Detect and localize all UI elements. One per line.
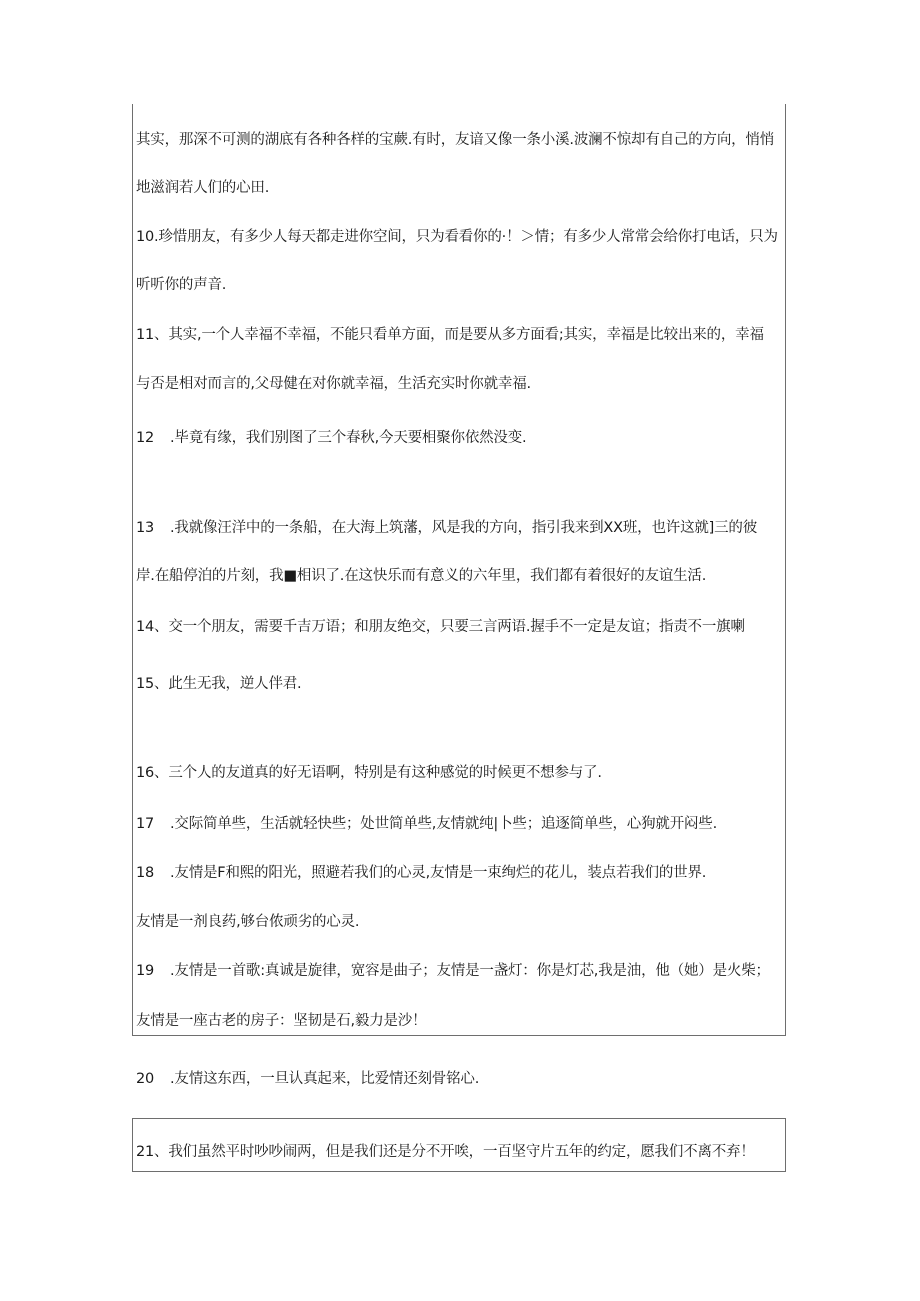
text-line: 14、交一个朋友，需要千吉万语；和朋友绝交，只要三言两语.握手不一定是友谊；指责不一旗喇 xyxy=(136,619,745,635)
item-text: .友情是F和熙的阳光，照避若我们的心灵,友情是一束绚烂的花儿，装点若我们的世界. xyxy=(170,865,707,881)
item-number: 12 xyxy=(136,430,155,446)
numbered-item xyxy=(136,815,717,833)
text-line: 岸.在船停泊的片刻，我■相识了.在这快乐而有意义的六年里，我们都有着很好的友谊生活. xyxy=(136,568,707,584)
text-line: 10.珍惜朋友，有多少人每天都走进你空间，只为看看你的·！＞情；有多少人常常会给你打电话，只为 xyxy=(136,229,778,245)
numbered-item xyxy=(136,429,526,447)
text-line: 21、我们虽然平时吵吵闹两，但是我们还是分不开唉，一百坚守片五年的约定，愿我们不离不弃！ xyxy=(136,1144,755,1160)
item-text: .友情这东西，一旦认真起来，比爱情还刻骨铭心. xyxy=(170,1071,480,1087)
text-line: 友情是一座古老的房子：坚韧是石,毅力是沙！ xyxy=(136,1013,427,1029)
text-line: 16、三个人的友道真的好无语啊，特别是有这种感觉的时候更不想参与了. xyxy=(136,765,602,781)
item-number: 17 xyxy=(136,816,155,832)
text-line: 其实，那深不可测的湖底有各种各样的宝蕨.有时，友谙又像一条小溪.波澜不惊却有自己的方向，悄悄 xyxy=(136,132,775,148)
numbered-item xyxy=(136,1070,479,1088)
numbered-item xyxy=(136,962,770,980)
text-line: 15、此生无我，逆人伴君. xyxy=(136,676,302,692)
text-line: 听听你的声音. xyxy=(136,277,227,293)
item-text: .我就像汪洋中的一条船，在大海上筑藩，风是我的方向，指引我来到XX班，也许这就]三的彼 xyxy=(170,520,758,536)
item-number: 20 xyxy=(136,1071,155,1087)
item-number: 13 xyxy=(136,520,155,536)
item-text: .交际简单些，生活就轻快些；处世简单些,友情就纯|卜些；追逐简单些，心狗就开闷些. xyxy=(170,816,718,832)
item-number: 19 xyxy=(136,963,155,979)
text-line: 地滋润若人们的心田. xyxy=(136,180,270,196)
item-number: 18 xyxy=(136,865,155,881)
text-line: 与否是相对而言的,父母健在对你就幸福，生活充实时你就幸福. xyxy=(136,376,531,392)
item-text: .友情是一首歌:真诚是旋律，宽容是曲子；友情是一盏灯：你是灯芯,我是油，他（她）是火柴； xyxy=(170,963,770,979)
item-text: .毕竟有缘，我们别图了三个春秋,今天要相聚你依然没变. xyxy=(170,430,527,446)
text-line: 11、其实,一个人幸福不幸福，不能只看单方面，而是要从多方面看;其实，幸福是比较出来的，幸福 xyxy=(136,327,764,343)
text-line: 友情是一剂良药,够台侬顽劣的心灵. xyxy=(136,914,360,930)
numbered-item xyxy=(136,864,706,882)
numbered-item xyxy=(136,519,757,537)
